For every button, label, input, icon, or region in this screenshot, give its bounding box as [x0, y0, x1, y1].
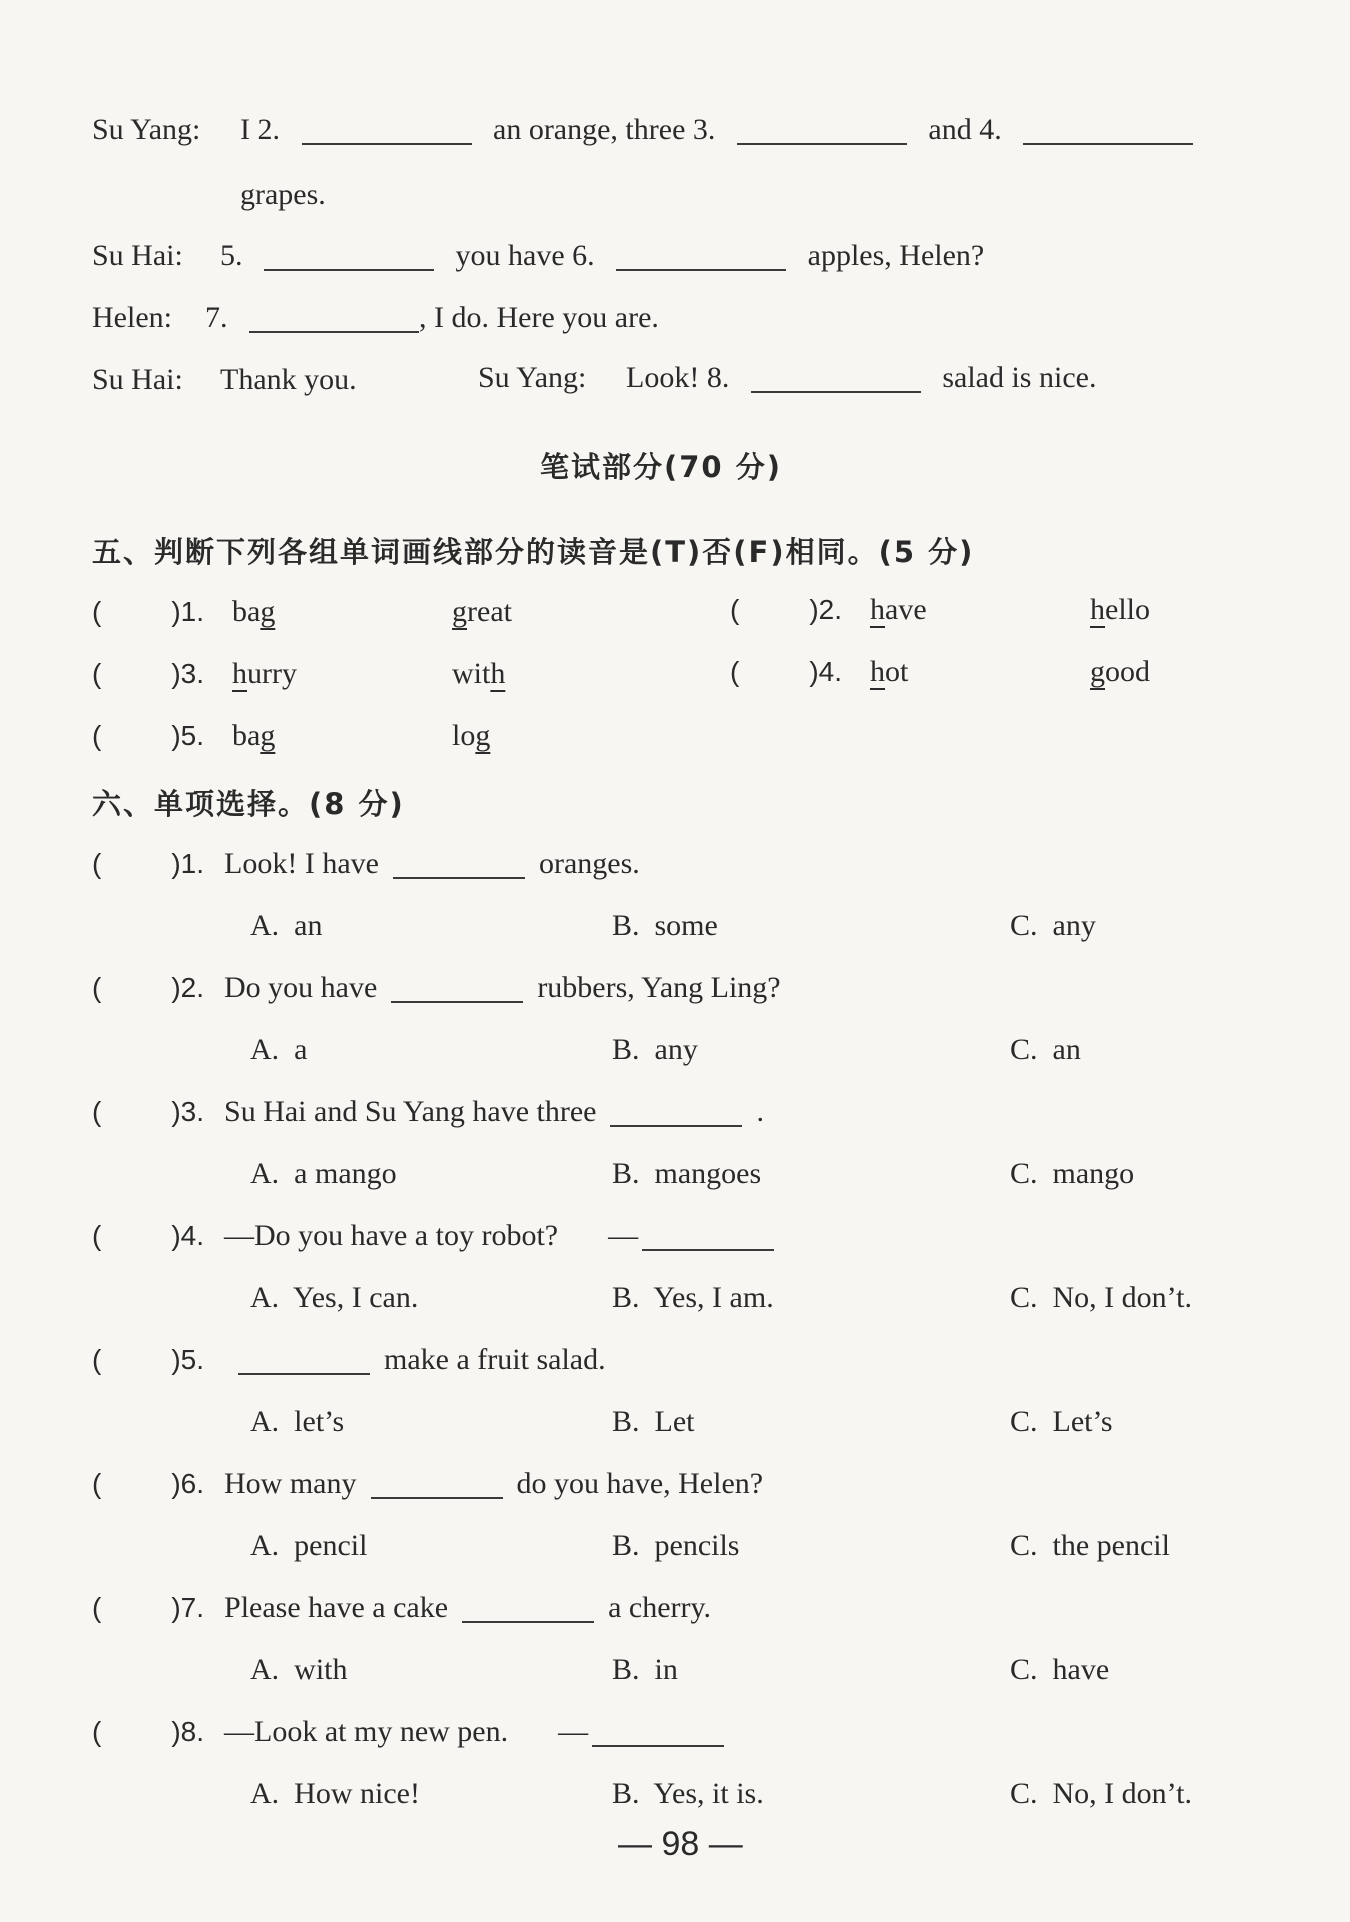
option-b[interactable]: B. pencils: [612, 1529, 740, 1562]
section5-item: [730, 652, 1150, 692]
dialogue-text: apples, Helen?: [807, 239, 985, 272]
page-number: — 98 —: [618, 1825, 743, 1863]
answer-paren-open[interactable]: (: [730, 656, 740, 687]
dialogue-text: you have 6.: [455, 239, 595, 272]
dialogue-line-4-speaker2: [478, 358, 586, 398]
question-number: )2.: [171, 972, 205, 1003]
option-b[interactable]: B. Yes, it is.: [612, 1777, 764, 1810]
underlined-letter: h: [870, 655, 886, 688]
question-text: Please have a cake: [224, 1591, 449, 1624]
option-c[interactable]: C. the pencil: [1010, 1529, 1170, 1562]
speaker: Su Hai:: [92, 363, 183, 396]
section5-item: [92, 716, 490, 756]
question-text: .: [756, 1095, 764, 1128]
question-blank[interactable]: [393, 847, 525, 879]
underlined-letter: g: [452, 595, 468, 628]
word-2: good: [1090, 655, 1151, 688]
answer-paren-open[interactable]: (: [92, 1096, 102, 1127]
option-b[interactable]: B. some: [612, 909, 718, 942]
question-blank[interactable]: [610, 1095, 742, 1127]
option-b[interactable]: B. mangoes: [612, 1157, 762, 1190]
question-text: a cherry.: [608, 1591, 712, 1624]
answer-paren-open[interactable]: (: [92, 1344, 102, 1375]
question-row: [92, 1340, 606, 1380]
dialogue-text: an orange, three 3.: [493, 113, 716, 146]
question-dash: —: [558, 1715, 589, 1748]
dialogue-text: grapes.: [240, 178, 326, 211]
dialogue-text: I 2.: [240, 113, 280, 146]
section5-title: 五、判断下列各组单词画线部分的读音是(T)否(F)相同。(5 分): [92, 535, 975, 569]
question-row: [92, 1464, 763, 1504]
question-number: )3.: [171, 1096, 205, 1127]
question-text: Su Hai and Su Yang have three: [224, 1095, 597, 1128]
speaker: Su Hai:: [92, 239, 183, 272]
option-c[interactable]: C. Let’s: [1010, 1405, 1113, 1438]
underlined-letter: h: [232, 657, 248, 690]
underlined-letter: h: [490, 657, 506, 690]
answer-blank-3[interactable]: [737, 113, 907, 145]
dialogue-text: 5.: [220, 239, 243, 272]
answer-paren-open[interactable]: (: [730, 594, 740, 625]
question-text: do you have, Helen?: [516, 1467, 764, 1500]
option-a[interactable]: A. an: [250, 909, 323, 942]
word-1: bag: [232, 595, 276, 628]
question-number: )8.: [171, 1716, 205, 1747]
dialogue-text: 7.: [205, 301, 228, 334]
dialogue-text: Look! 8.: [626, 361, 730, 394]
question-row: [92, 844, 640, 884]
question-text: —Do you have a toy robot?: [224, 1219, 559, 1252]
speaker: Su Yang:: [478, 361, 587, 394]
answer-paren-open[interactable]: (: [92, 1592, 102, 1623]
option-c[interactable]: C. No, I don’t.: [1010, 1281, 1192, 1314]
question-text: Do you have: [224, 971, 378, 1004]
option-a[interactable]: A. pencil: [250, 1529, 368, 1562]
underlined-letter: g: [260, 595, 276, 628]
answer-blank-8[interactable]: [751, 361, 921, 393]
question-number: )5.: [171, 1344, 205, 1375]
speaker: Su Yang:: [92, 113, 201, 146]
option-c[interactable]: C. mango: [1010, 1157, 1135, 1190]
option-c[interactable]: C. an: [1010, 1033, 1081, 1066]
underlined-letter: h: [1090, 593, 1106, 626]
question-blank[interactable]: [642, 1219, 774, 1251]
question-text: —Look at my new pen.: [224, 1715, 509, 1748]
section6-title: 六、单项选择。(8 分): [92, 787, 405, 821]
word-2: great: [452, 595, 512, 628]
item-number: )1.: [171, 596, 205, 627]
item-number: )5.: [171, 720, 205, 751]
option-b[interactable]: B. Let: [612, 1405, 695, 1438]
answer-blank-6[interactable]: [616, 239, 786, 271]
item-number: )4.: [809, 656, 843, 687]
question-number: )4.: [171, 1220, 205, 1251]
option-a[interactable]: A. Yes, I can.: [250, 1281, 419, 1314]
underlined-letter: g: [1090, 655, 1106, 688]
question-blank[interactable]: [462, 1591, 594, 1623]
item-number: )3.: [171, 658, 205, 689]
answer-paren-open[interactable]: (: [92, 720, 102, 751]
option-a[interactable]: A. with: [250, 1653, 348, 1686]
dialogue-text: salad is nice.: [942, 361, 1097, 394]
answer-blank-7[interactable]: [249, 301, 419, 333]
dialogue-line-4-text2: [626, 358, 1096, 398]
word-2: hello: [1090, 593, 1151, 626]
answer-blank-4[interactable]: [1023, 113, 1193, 145]
section5-item: [92, 654, 505, 694]
dialogue-text: Thank you.: [220, 363, 357, 396]
dialogue-line-3: [92, 298, 172, 338]
answer-paren-open[interactable]: (: [92, 848, 102, 879]
word-1: have: [870, 593, 927, 626]
question-text: Look! I have: [224, 847, 379, 880]
dialogue-line-1-cont: [240, 175, 326, 215]
dialogue-line-1-text: [240, 110, 1193, 150]
section5-item: [730, 590, 1150, 630]
word-1: bag: [232, 719, 276, 752]
option-a[interactable]: A. a mango: [250, 1157, 397, 1190]
answer-paren-open[interactable]: (: [92, 1468, 102, 1499]
question-row: [92, 1092, 764, 1132]
option-a[interactable]: A. let’s: [250, 1405, 345, 1438]
dialogue-line-3-text: [205, 298, 659, 338]
answer-blank-5[interactable]: [264, 239, 434, 271]
underlined-letter: h: [870, 593, 886, 626]
question-text: rubbers, Yang Ling?: [537, 971, 781, 1004]
question-row: [92, 1588, 711, 1628]
word-1: hurry: [232, 657, 297, 690]
question-blank[interactable]: [238, 1343, 370, 1375]
question-number: )7.: [171, 1592, 205, 1623]
question-row: [92, 1216, 774, 1256]
dialogue-line-4-text: [220, 360, 357, 400]
answer-paren-open[interactable]: (: [92, 972, 102, 1003]
question-text: How many: [224, 1467, 357, 1500]
dialogue-text: and 4.: [928, 113, 1002, 146]
speaker: Helen:: [92, 301, 172, 334]
option-b[interactable]: B. in: [612, 1653, 678, 1686]
question-text: oranges.: [538, 847, 640, 880]
dialogue-line-2: [92, 236, 183, 276]
section5-item: [92, 592, 512, 632]
option-c[interactable]: C. have: [1010, 1653, 1110, 1686]
dialogue-line-2-text: [220, 236, 984, 276]
question-dash: —: [608, 1219, 639, 1252]
answer-paren-open[interactable]: (: [92, 658, 102, 689]
dialogue-line-1: [92, 110, 200, 150]
underlined-letter: g: [475, 719, 491, 752]
option-c[interactable]: C. No, I don’t.: [1010, 1777, 1192, 1810]
dialogue-line-4: [92, 360, 183, 400]
option-a[interactable]: A. How nice!: [250, 1777, 420, 1810]
question-number: )6.: [171, 1468, 205, 1499]
question-blank[interactable]: [592, 1715, 724, 1747]
dialogue-text: , I do. Here you are.: [419, 301, 659, 334]
option-b[interactable]: B. Yes, I am.: [612, 1281, 774, 1314]
question-blank[interactable]: [371, 1467, 503, 1499]
word-2: log: [452, 719, 491, 752]
word-2: with: [452, 657, 506, 690]
answer-paren-open[interactable]: (: [92, 1716, 102, 1747]
question-blank[interactable]: [391, 971, 523, 1003]
word-1: hot: [870, 655, 909, 688]
question-row: [92, 968, 781, 1008]
underlined-letter: g: [260, 719, 276, 752]
option-b[interactable]: B. any: [612, 1033, 698, 1066]
answer-blank-2[interactable]: [302, 113, 472, 145]
question-number: )1.: [171, 848, 205, 879]
question-text: make a fruit salad.: [384, 1343, 606, 1376]
item-number: )2.: [809, 594, 843, 625]
option-a[interactable]: A. a: [250, 1033, 308, 1066]
written-section-header: 笔试部分(70 分): [540, 450, 782, 484]
option-c[interactable]: C. any: [1010, 909, 1096, 942]
answer-paren-open[interactable]: (: [92, 596, 102, 627]
answer-paren-open[interactable]: (: [92, 1220, 102, 1251]
question-row: [92, 1712, 724, 1752]
